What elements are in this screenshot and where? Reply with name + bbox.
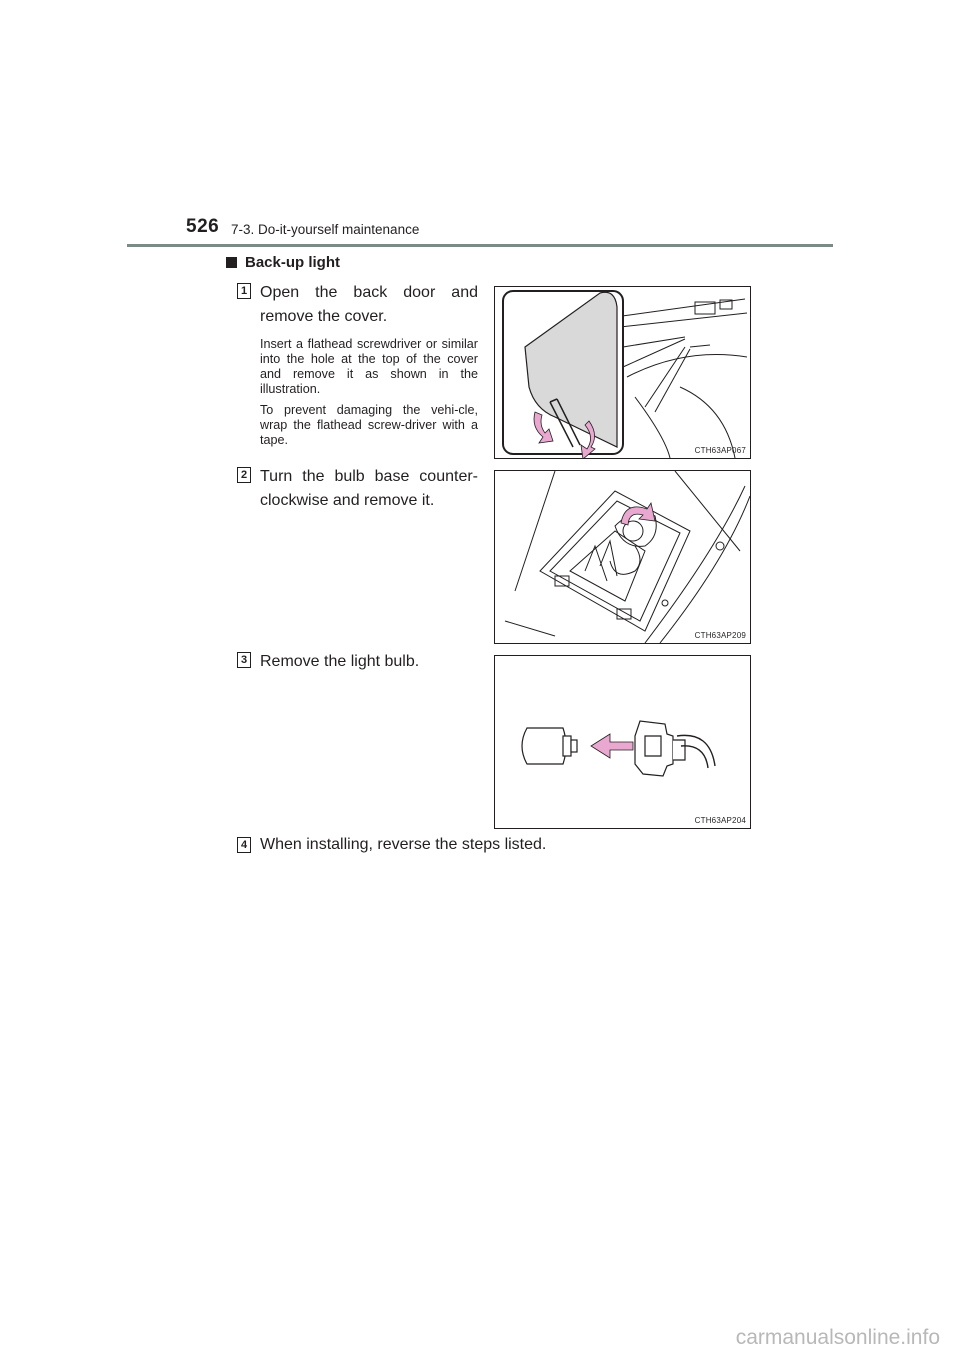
- square-bullet-icon: [226, 257, 237, 268]
- step-4-text: When installing, reverse the steps listed.: [260, 836, 547, 853]
- page-number: 526: [186, 216, 220, 237]
- figure-code: CTH63AP209: [694, 631, 746, 640]
- watermark: carmanualsonline.info: [735, 1326, 940, 1349]
- step-3-number: 3: [237, 652, 251, 668]
- step-1-note-2: To prevent damaging the vehi-cle, wrap the flathead screw-driver with a tape.: [260, 403, 478, 447]
- subheading: [226, 254, 340, 271]
- figure-code: CTH63AP067: [694, 446, 746, 455]
- figure-code: CTH63AP204: [694, 816, 746, 825]
- section-title: 7-3. Do-it-yourself maintenance: [231, 222, 420, 237]
- step-2-figure: [494, 470, 751, 644]
- step-2-number: 2: [237, 467, 251, 483]
- step-1-figure: [494, 286, 751, 459]
- bulb-removal-illustration: [495, 656, 750, 828]
- step-1-text: Open the back door and remove the cover.: [260, 284, 478, 325]
- step-4-number: 4: [237, 837, 251, 853]
- header-rule: [127, 244, 833, 247]
- subheading-text: Back-up light: [245, 254, 341, 271]
- step-3-figure: [494, 655, 751, 829]
- step-1-note-1: Insert a flathead screwdriver or similar into the hole at the top of the cover and remove it as shown in the illustration.: [260, 337, 478, 396]
- step-1-number: 1: [237, 283, 251, 299]
- cover-removal-illustration: [495, 287, 750, 458]
- step-2-text: Turn the bulb base counter-clockwise and remove it.: [260, 468, 478, 509]
- step-3-text: Remove the light bulb.: [260, 653, 420, 670]
- bulb-base-illustration: [495, 471, 750, 643]
